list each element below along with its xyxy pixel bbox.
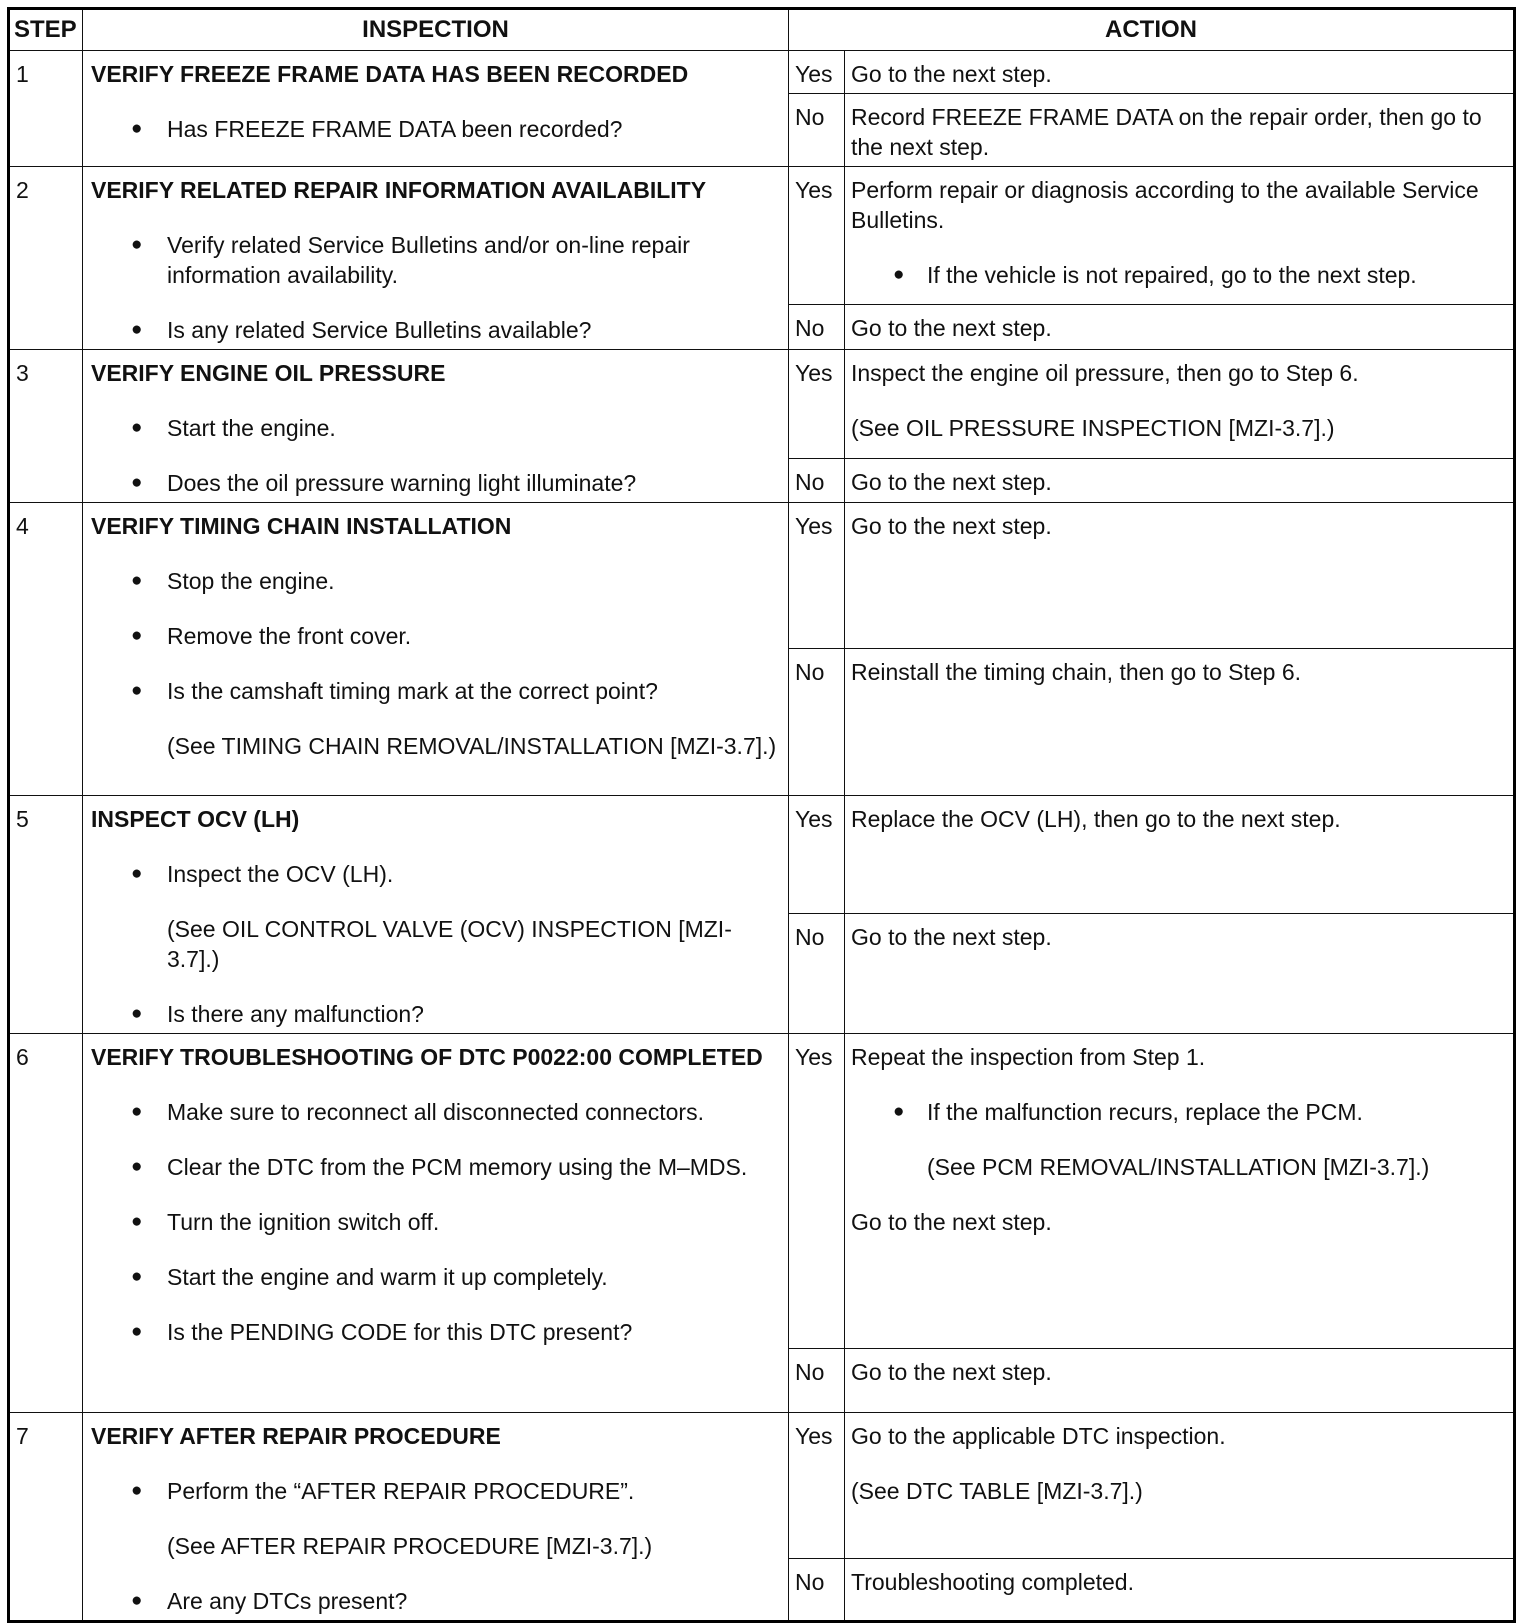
yes-label: Yes	[789, 350, 845, 459]
yes-label: Yes	[789, 51, 845, 94]
step-inspection	[83, 796, 789, 1034]
step-title: VERIFY AFTER REPAIR PROCEDURE	[91, 1423, 501, 1449]
action-column-header: ACTION	[789, 9, 1515, 51]
inspection-bullet: ● Are any DTCs present?	[91, 1586, 778, 1616]
step-number: 1	[9, 51, 83, 167]
inspection-bullet: ● Is there any malfunction?	[91, 999, 778, 1029]
yes-action	[845, 796, 1515, 914]
yes-action	[845, 167, 1515, 305]
step-inspection	[83, 350, 789, 503]
inspection-bullet: ● Perform the “AFTER REPAIR PROCEDURE”.	[91, 1476, 778, 1506]
no-action	[845, 1349, 1515, 1413]
step-7-row	[9, 1413, 1515, 1559]
inspection-bullet: ● Turn the ignition switch off.	[91, 1207, 778, 1237]
yes-action	[845, 51, 1515, 94]
inspection-bullet: ● Stop the engine.	[91, 566, 778, 596]
inspection-bullet: ● Has FREEZE FRAME DATA been recorded?	[91, 114, 778, 144]
action-bullet: ● If the malfunction recurs, replace the PCM.	[851, 1097, 1507, 1127]
action-text: Reinstall the timing chain, then go to Step 6.	[851, 659, 1302, 685]
step-title: VERIFY ENGINE OIL PRESSURE	[91, 360, 446, 386]
action-text: Inspect the engine oil pressure, then go to Step 6.	[851, 360, 1359, 386]
action-text: Record FREEZE FRAME DATA on the repair order, then go to the next step.	[851, 104, 1482, 160]
inspection-reference: (See AFTER REPAIR PROCEDURE [MZI-3.7].)	[167, 1533, 653, 1559]
inspection-bullet: ● Start the engine and warm it up completely.	[91, 1262, 778, 1292]
yes-label: Yes	[789, 503, 845, 649]
header-row	[9, 9, 1515, 51]
step-2-row	[9, 167, 1515, 305]
no-action	[845, 914, 1515, 1034]
yes-action	[845, 503, 1515, 649]
step-inspection	[83, 1034, 789, 1413]
step-column-header: STEP	[9, 9, 83, 51]
inspection-bullet: ● Is any related Service Bulletins available?	[91, 315, 778, 345]
action-text: Go to the next step.	[851, 61, 1052, 87]
no-label: No	[789, 94, 845, 167]
step-6-row	[9, 1034, 1515, 1349]
inspection-bullet: ● Does the oil pressure warning light illuminate?	[91, 468, 778, 498]
yes-label: Yes	[789, 167, 845, 305]
step-number: 3	[9, 350, 83, 503]
inspection-reference: (See OIL CONTROL VALVE (OCV) INSPECTION [MZI-3.7].)	[167, 916, 732, 972]
step-title: VERIFY TROUBLESHOOTING OF DTC P0022:00 COMPLETED	[91, 1044, 763, 1070]
step-4-row	[9, 503, 1515, 649]
no-label: No	[789, 1349, 845, 1413]
step-number: 7	[9, 1413, 83, 1622]
inspection-bullet: ● Remove the front cover.	[91, 621, 778, 651]
no-label: No	[789, 304, 845, 350]
step-1-row	[9, 51, 1515, 94]
action-text: Go to the next step.	[851, 924, 1052, 951]
step-5-row	[9, 796, 1515, 914]
step-number: 2	[9, 167, 83, 350]
action-text: Go to the applicable DTC inspection.	[851, 1423, 1226, 1449]
yes-action	[845, 1413, 1515, 1559]
step-inspection	[83, 1413, 789, 1622]
inspection-reference: (See TIMING CHAIN REMOVAL/INSTALLATION [MZI-3.7].)	[167, 733, 777, 759]
no-label: No	[789, 1558, 845, 1621]
step-number: 5	[9, 796, 83, 1034]
action-text: Replace the OCV (LH), then go to the next step.	[851, 806, 1341, 832]
step-number: 4	[9, 503, 83, 796]
no-action	[845, 1558, 1515, 1621]
action-reference: (See PCM REMOVAL/INSTALLATION [MZI-3.7].)	[927, 1154, 1430, 1180]
action-reference: (See OIL PRESSURE INSPECTION [MZI-3.7].)	[851, 415, 1335, 441]
action-text: Repeat the inspection from Step 1.	[851, 1044, 1206, 1070]
action-bullet: ● If the vehicle is not repaired, go to the next step.	[851, 260, 1507, 290]
action-text: Go to the next step.	[851, 1359, 1052, 1385]
inspection-bullet: ● Clear the DTC from the PCM memory using the M–MDS.	[91, 1152, 778, 1182]
step-title: INSPECT OCV (LH)	[91, 806, 300, 832]
yes-action	[845, 350, 1515, 459]
inspection-bullet: ● Inspect the OCV (LH).	[91, 859, 778, 889]
step-inspection	[83, 167, 789, 350]
no-action	[845, 304, 1515, 350]
yes-action	[845, 1034, 1515, 1349]
step-title: VERIFY FREEZE FRAME DATA HAS BEEN RECORDED	[91, 61, 689, 87]
inspection-bullet: ● Start the engine.	[91, 413, 778, 443]
step-title: VERIFY RELATED REPAIR INFORMATION AVAILABILITY	[91, 177, 707, 203]
inspection-column-header: INSPECTION	[83, 9, 789, 51]
inspection-bullet: ● Verify related Service Bulletins and/or on-line repair information availability.	[91, 230, 778, 290]
inspection-bullet: ● Is the camshaft timing mark at the correct point?	[91, 676, 778, 706]
action-text: Perform repair or diagnosis according to the available Service Bulletins.	[851, 177, 1479, 233]
diagnostic-procedure-table	[7, 7, 1516, 1623]
step-inspection	[83, 503, 789, 796]
step-inspection	[83, 51, 789, 167]
action-text: Go to the next step.	[851, 1209, 1052, 1235]
no-label: No	[789, 649, 845, 796]
yes-label: Yes	[789, 796, 845, 914]
no-action	[845, 94, 1515, 167]
step-3-row	[9, 350, 1515, 459]
no-action	[845, 458, 1515, 502]
action-reference: (See DTC TABLE [MZI-3.7].)	[851, 1478, 1143, 1504]
inspection-bullet: ● Is the PENDING CODE for this DTC present?	[91, 1317, 778, 1347]
step-title: VERIFY TIMING CHAIN INSTALLATION	[91, 513, 512, 539]
action-text: Go to the next step.	[851, 468, 1052, 495]
action-text: Go to the next step.	[851, 314, 1052, 341]
yes-label: Yes	[789, 1034, 845, 1349]
action-text: Troubleshooting completed.	[851, 1568, 1134, 1595]
no-action	[845, 649, 1515, 796]
no-label: No	[789, 458, 845, 502]
no-label: No	[789, 914, 845, 1034]
step-number: 6	[9, 1034, 83, 1413]
yes-label: Yes	[789, 1413, 845, 1559]
inspection-bullet: ● Make sure to reconnect all disconnected connectors.	[91, 1097, 778, 1127]
action-text: Go to the next step.	[851, 513, 1052, 539]
